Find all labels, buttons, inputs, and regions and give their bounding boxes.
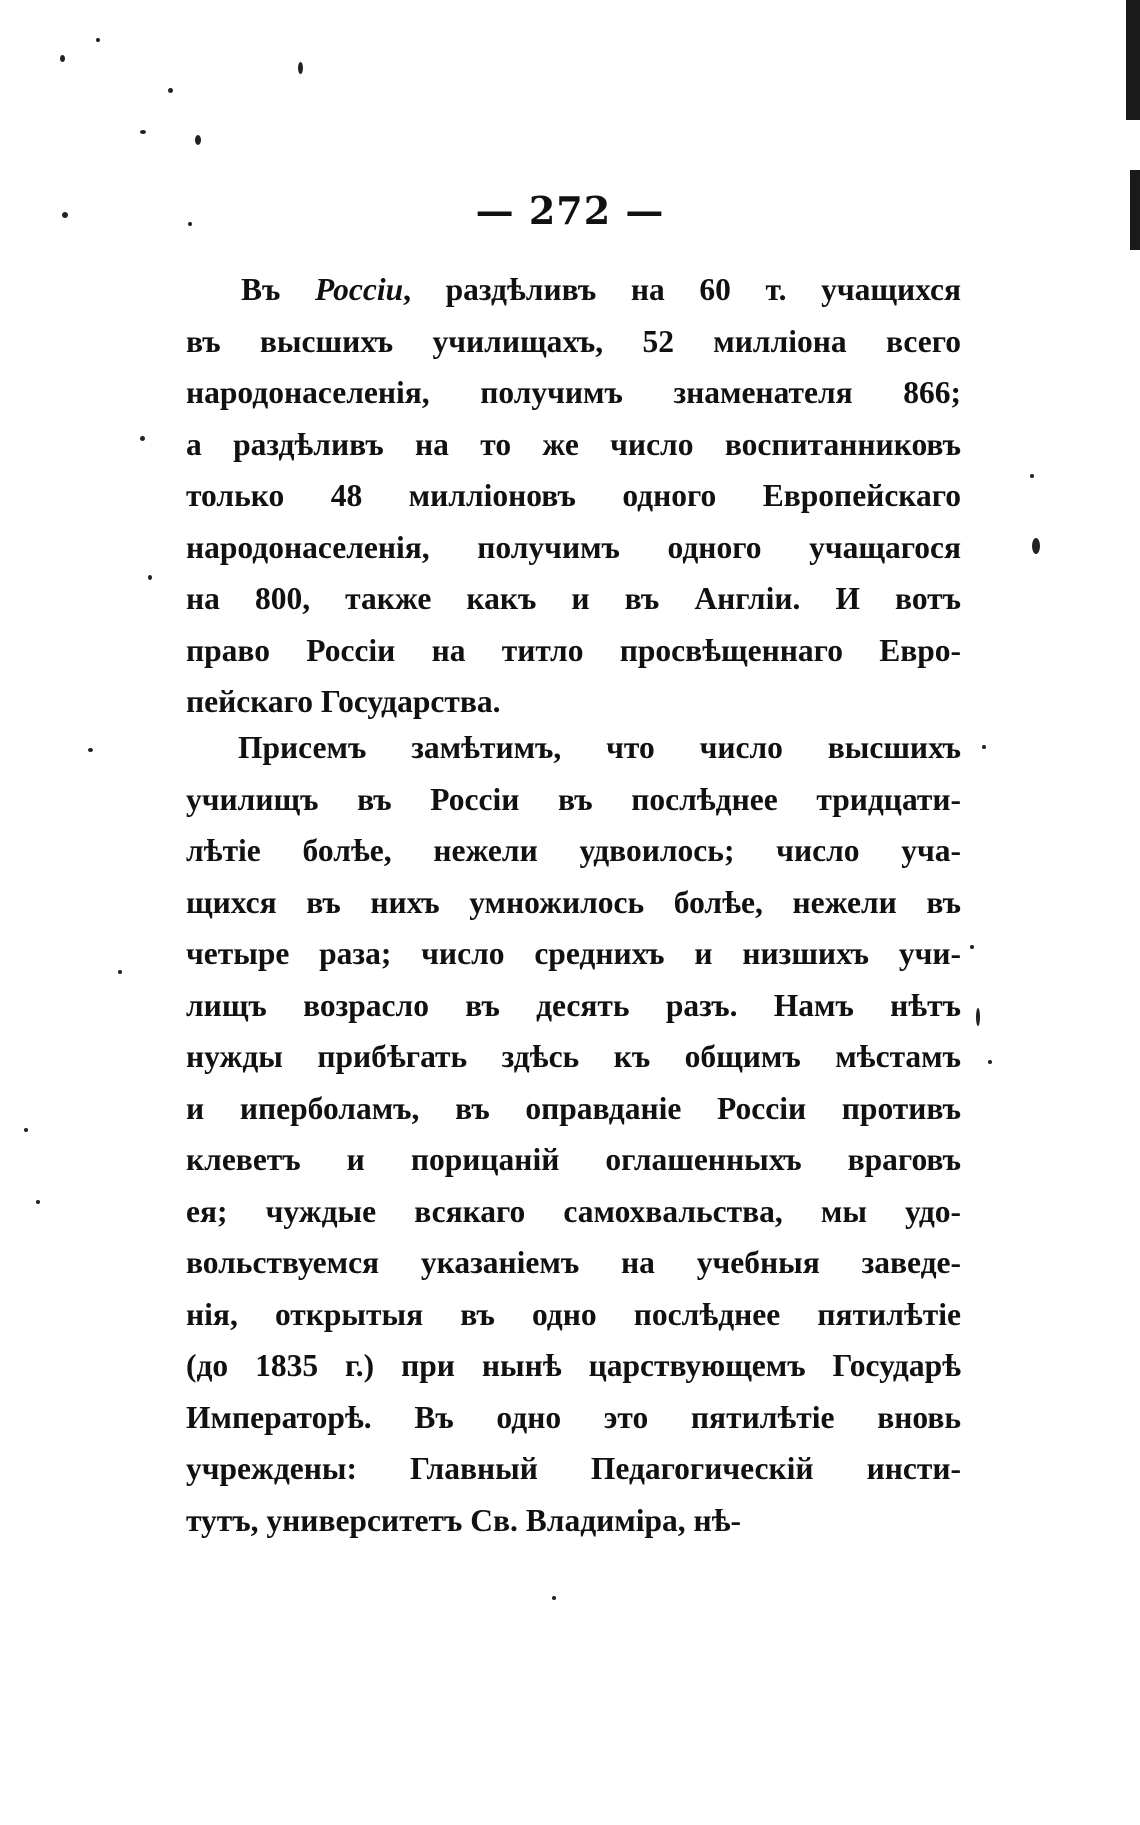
text-run: народонаселенія, получимъ знаменателя 866; — [186, 375, 961, 410]
page-number: — 272 — — [475, 188, 665, 233]
text-run: училищъ въ Россіи въ послѣднее тридцати- — [186, 781, 961, 817]
text-run: , раздѣливъ на 60 т. учащихся — [403, 272, 961, 307]
text-line — [186, 877, 961, 929]
text-line — [186, 1495, 961, 1547]
text-line — [186, 1186, 961, 1238]
text-line — [186, 1031, 961, 1083]
text-line — [186, 573, 961, 625]
text-line — [186, 825, 961, 877]
text-line — [186, 1392, 961, 1444]
text-run: четыре раза; число среднихъ и низшихъ учи- — [186, 936, 961, 971]
text-run: щихся въ нихъ умножилось болѣе, нежели въ — [186, 884, 961, 920]
text-run: въ высшихъ училищахъ, 52 милліона всего — [186, 323, 961, 359]
text-line — [186, 522, 961, 574]
text-run: нія, открытыя въ одно послѣднее пятилѣтіе — [186, 1296, 961, 1332]
text-run: на 800, также какъ и въ Англіи. И вотъ — [186, 581, 961, 616]
text-line — [186, 980, 961, 1032]
text-line — [186, 1443, 961, 1495]
text-line — [186, 774, 961, 826]
text-run: Въ — [241, 272, 316, 307]
text-run: Императорѣ. Въ одно это пятилѣтіе вновь — [186, 1399, 961, 1435]
text-line — [186, 470, 961, 522]
text-run: лѣтіе болѣе, нежели удвоилось; число уча- — [186, 833, 961, 868]
text-line — [186, 316, 961, 368]
italic-text: Россіи — [315, 272, 404, 307]
text-run: и иперболамъ, въ оправданіе Россіи противъ — [186, 1090, 961, 1126]
text-run: ея; чуждые всякаго самохвальства, мы удо- — [186, 1193, 961, 1229]
text-run: нужды прибѣгать здѣсь къ общимъ мѣстамъ — [186, 1039, 961, 1074]
text-run: только 48 милліоновъ одного Европейскаго — [186, 478, 961, 513]
text-run: право Россіи на титло просвѣщеннаго Евро- — [186, 632, 961, 668]
text-run: лищъ возрасло въ десять разъ. Намъ нѣтъ — [186, 987, 961, 1023]
text-run: учреждены: Главный Педагогическій инсти- — [186, 1451, 961, 1486]
text-run: (до 1835 г.) при нынѣ царствующемъ Государѣ — [186, 1348, 961, 1383]
text-line — [186, 264, 961, 316]
text-line — [186, 722, 961, 774]
text-line — [186, 676, 961, 728]
text-run: тутъ, университетъ Св. Владиміра, нѣ- — [186, 1502, 742, 1538]
text-line — [186, 1340, 961, 1392]
scan-edge-shadow — [1126, 0, 1140, 120]
paragraph-2 — [186, 722, 961, 1546]
text-line — [186, 625, 961, 677]
text-line — [186, 419, 961, 471]
scan-edge-shadow-lower — [1130, 170, 1140, 250]
text-line — [186, 367, 961, 419]
text-line — [186, 928, 961, 980]
text-run: Присемъ замѣтимъ, что число высшихъ — [238, 730, 961, 765]
text-line — [186, 1134, 961, 1186]
paragraph-1 — [186, 264, 961, 728]
text-run: пейскаго Государства. — [186, 684, 501, 719]
text-run: а раздѣливъ на то же число воспитанниковъ — [186, 426, 961, 462]
text-line — [186, 1289, 961, 1341]
text-line — [186, 1237, 961, 1289]
text-line — [186, 1083, 961, 1135]
text-run: народонаселенія, получимъ одного учащагося — [186, 529, 961, 565]
text-run: клеветъ и порицаній оглашенныхъ враговъ — [186, 1142, 961, 1177]
text-run: вольствуемся указаніемъ на учебныя заведе- — [186, 1245, 961, 1280]
